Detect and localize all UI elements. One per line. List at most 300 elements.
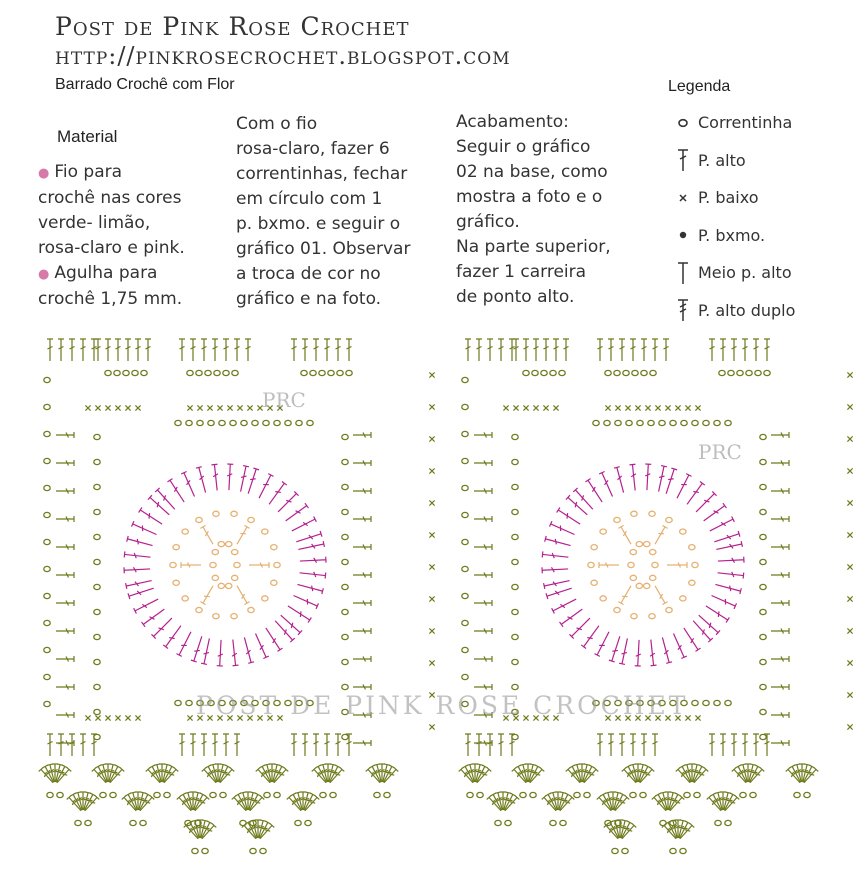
chain-stitch [694,792,700,797]
double-crochet-stitch [474,516,492,522]
stitch-stroke [325,764,331,782]
single-crochet-stitch [429,532,434,537]
stitch-stroke [155,488,177,511]
stitch-stroke [353,516,371,522]
chain-stitch [764,370,770,375]
stitch-stroke [771,488,789,494]
double-crochet-stitch [619,638,630,665]
double-crochet-stitch [346,339,352,361]
chain-stitch [94,534,100,539]
chain-stitch [574,792,580,797]
stitch-stroke [56,628,74,634]
double-crochet-stitch [702,503,727,523]
chain-stitch [374,792,380,797]
double-crochet-stitch [618,525,633,545]
stitch-stroke [710,593,736,609]
stitch-stroke [742,339,748,361]
chain-stitch [495,820,501,825]
double-crochet-stitch [80,734,86,756]
double-crochet-stitch [379,764,385,782]
double-crochet-stitch [487,339,493,361]
stitch-stroke [764,339,770,361]
double-crochet-stitch [139,507,164,526]
stitch-stroke [771,516,789,522]
chain-stitch [182,596,188,601]
double-crochet-stitch [498,734,504,756]
double-crochet-stitch [610,792,616,810]
finishing-line: gráfico. [456,212,520,232]
scalloped-edging [39,764,819,854]
stitch-stroke [200,584,215,604]
chain-stitch [44,485,50,490]
watermark-blog-name: POST DE PINK ROSE CROCHET [196,691,689,720]
stitch-stroke [226,464,233,490]
double-crochet-stitch [630,339,636,361]
stitch-stroke [543,339,549,361]
slip-stitch-icon [668,230,698,240]
single-crochet-stitch [429,660,434,665]
pattern-title: Barrado Crochê com Flor [55,76,235,93]
chain-stitch [649,614,655,619]
double-crochet-stitch [105,339,111,361]
double-crochet-stitch [353,656,371,662]
stitch-stroke [353,600,371,606]
single-crochet-stitch [429,436,434,441]
stitch-stroke [47,339,53,361]
chain-stitch [296,420,302,425]
stitch-stroke [599,472,615,498]
double-crochet-stitch [771,516,789,522]
double-crochet-stitch [652,339,658,361]
stitch-stroke [753,339,759,361]
double-crochet-stitch [681,626,700,651]
double-crochet-stitch [566,495,589,517]
chain-stitch [231,614,237,619]
double-crochet-stitch [346,734,352,756]
chain-stitch [173,545,179,550]
blog-url[interactable]: http://pinkrosecrochet.blogspot.com [55,42,511,70]
stitch-stroke [697,613,720,635]
chain-stitch [342,434,348,439]
material-line: ● Fio para [38,162,123,182]
double-crochet-stitch [544,578,571,589]
double-crochet-stitch [618,584,633,604]
stitch-stroke [132,521,158,537]
double-crochet-stitch [718,557,744,564]
crochet-chart [0,325,853,879]
stitch-stroke [167,479,186,504]
legend-item: Correntinha [668,104,795,142]
chain-stitch [220,792,226,797]
double-crochet-stitch [297,582,324,595]
instruction-line: correntinhas, fechar [236,164,408,184]
single-crochet-stitch [125,715,130,720]
chain-stitch [94,609,100,614]
single-crochet-stitch [217,405,222,410]
instruction-line: rosa-claro, fazer 6 [236,139,390,159]
stitch-stroke [353,684,371,690]
stitch-stroke [513,339,519,361]
single-crochet-stitch [105,715,110,720]
chain-stitch [760,459,766,464]
chain-stitch [342,634,348,639]
double-crochet-stitch [245,792,251,810]
chain-stitch [94,734,100,739]
chain-stitch [630,549,636,554]
double-crochet-stitch [56,544,74,550]
single-crochet-stitch [187,405,192,410]
stitch-stroke [771,600,789,606]
double-crochet-stitch [179,339,185,361]
chain-stitch [760,509,766,514]
double-crochet-stitch [771,712,789,718]
double-crochet-stitch [771,600,789,606]
stitch-stroke [619,638,630,665]
stitch-stroke [159,764,165,782]
double-crochet-stitch [498,339,504,361]
stitch-stroke [217,640,224,666]
stitch-stroke [635,764,641,782]
material-line: verde- limão, [38,213,151,233]
chain-stitch [85,820,91,825]
chain-stitch [523,370,529,375]
single-crochet-stitch [847,692,852,697]
stitch-stroke [56,516,74,522]
stitch-stroke [465,339,471,361]
single-crochet-stitch [847,532,852,537]
chain-stitch [462,674,468,679]
double-crochet-stitch [708,516,734,533]
stitch-stroke [498,734,504,756]
stitch-stroke [124,566,150,573]
stitch-stroke [799,764,805,782]
double-crochet-stitch [56,488,74,494]
chain-stitch [462,566,468,571]
double-crochet-stitch [665,792,671,810]
double-crochet-stitch [190,734,196,756]
double-crochet-stitch [557,507,582,526]
single-crochet-stitch [645,405,650,410]
double-crochet-stitch [474,684,492,690]
single-crochet-stitch [847,436,852,441]
double-crochet-stitch [546,585,573,599]
double-crochet-stitch [509,339,515,361]
chain-stitch [692,700,698,705]
double-crochet-stitch [291,734,297,756]
double-crochet-stitch [619,734,625,756]
chain-stitch [197,420,203,425]
chain-stitch [684,792,690,797]
stitch-stroke [771,432,789,438]
chain-stitch [462,539,468,544]
stitch-stroke [652,525,667,545]
stitch-stroke [190,792,196,810]
double-crochet-stitch [286,603,311,622]
stitch-stroke [660,637,673,664]
chain-stitch [260,848,266,853]
stitch-stroke [630,734,636,756]
stitch-stroke [56,600,74,606]
legend-item: P. bxmo. [668,217,795,255]
stitch-stroke [465,734,471,756]
stitch-stroke [474,656,492,662]
stitch-stroke [585,479,604,504]
chain-stitch [110,792,116,797]
double-crochet-stitch [212,339,218,361]
stitch-stroke [474,488,492,494]
stitch-stroke [542,566,568,573]
single-crochet-stitch [429,404,434,409]
stitch-stroke [641,339,647,361]
double-crochet-stitch [353,600,371,606]
chain-stitch [628,562,634,567]
stitch-stroke [566,495,589,517]
stitch-stroke [771,740,789,746]
stitch-stroke [472,764,478,782]
chain-stitch [714,700,720,705]
stitch-stroke [509,339,515,361]
chain-stitch [212,575,218,580]
stitch-stroke [542,551,568,560]
single-crochet-stitch [655,405,660,410]
chain-stitch [105,370,111,375]
instruction-line: p. bxmo. e seguir o [236,214,401,234]
stitch-stroke [201,339,207,361]
double-crochet-stitch [353,488,371,494]
double-crochet-stitch [215,764,221,782]
chain-stitch [680,848,686,853]
stitch-stroke [715,582,742,595]
stitch-stroke [764,734,770,756]
watermark-prc-right: PRC [698,440,742,464]
legend-item: P. alto duplo [668,292,795,330]
chain-stitch [622,848,628,853]
chain-stitch [205,370,211,375]
double-crochet-stitch [674,474,691,500]
instruction-line: em círculo com 1 [236,189,383,209]
chain-stitch [644,541,650,546]
chain-stitch [648,420,654,425]
chain-stitch [680,596,686,601]
instruction-line: a troca de cor no [236,264,381,284]
stitch-stroke [91,734,97,756]
chain-stitch [342,684,348,689]
chain-stitch [187,370,193,375]
stitch-stroke [525,764,531,782]
double-crochet-stitch [465,734,471,756]
double-crochet-stitch [509,734,515,756]
stitch-stroke [663,339,669,361]
double-crochet-stitch [276,491,299,514]
double-crochet-stitch [324,734,330,756]
chain-stitch [615,420,621,425]
double-crochet-stitch [671,632,687,658]
double-crochet-stitch [190,792,196,810]
single-crochet-stitch [685,405,690,410]
chain-stitch [114,370,120,375]
chain-stitch [44,431,50,436]
chain-stitch [186,420,192,425]
chain-stitch [196,607,202,612]
chain-stitch [623,370,629,375]
chain-stitch [746,370,752,375]
double-crochet-stitch [573,488,595,511]
chain-stitch [310,370,316,375]
stitch-stroke [56,684,74,690]
chain-stitch [57,792,63,797]
watermark-prc-left: PRC [262,388,306,412]
chain-stitch [248,517,254,522]
stitch-stroke [291,734,297,756]
chain-stitch [342,509,348,514]
double-crochet-stitch [302,339,308,361]
double-crochet-stitch [324,339,330,361]
double-crochet-stitch [523,339,529,361]
chain-stitch [175,700,181,705]
double-crochet-stitch [201,734,207,756]
stitch-stroke [476,339,482,361]
chain-stitch [462,377,468,382]
stitch-stroke [573,488,595,511]
stitch-stroke [619,339,625,361]
stitch-stroke [234,584,249,604]
stitch-stroke [58,339,64,361]
chain-stitch [154,792,160,797]
chain-stitch [760,684,766,689]
chain-stitch [631,614,637,619]
double-crochet-stitch [731,734,737,756]
stitch-stroke [579,764,585,782]
chain-stitch [512,509,518,514]
double-crochet-stitch [47,339,53,361]
stitch-stroke [290,516,316,533]
chain-stitch [520,792,526,797]
chain-stitch [213,614,219,619]
chain-stitch [94,434,100,439]
stitch-stroke [56,656,74,662]
chain-stitch [703,700,709,705]
stitch-stroke [142,607,167,627]
double-crochet-stitch [753,734,759,756]
stitch-stroke [335,339,341,361]
stitch-stroke [702,503,727,523]
double-crochet-stitch [635,764,641,782]
chain-stitch [250,848,256,853]
stitch-stroke [498,339,504,361]
chain-stitch [182,529,188,534]
double-crochet-stitch [299,570,325,579]
stitch-stroke [656,466,667,493]
chain-stitch [584,792,590,797]
chain-stitch [94,634,100,639]
single-crochet-stitch [95,405,100,410]
stitch-stroke [145,339,151,361]
chain-stitch [252,420,258,425]
stitch-stroke [95,339,101,361]
chain-stitch [614,370,620,375]
single-crochet-stitch [115,405,120,410]
chain-stitch [170,562,176,567]
legend-title: Legenda [668,78,731,95]
chain-stitch [44,593,50,598]
double-crochet-stitch [263,626,282,651]
stitch-stroke [608,339,614,361]
chain-stitch [44,404,50,409]
chain-stitch [593,420,599,425]
single-crochet-stitch [429,564,434,569]
chain-stitch [760,634,766,639]
chain-stitch [650,549,656,554]
single-crochet-stitch [847,596,852,601]
stitch-stroke [379,764,385,782]
double-crochet-stitch [764,339,770,361]
chain-stitch [44,566,50,571]
chain-stitch [44,701,50,706]
single-crochet-stitch [523,405,528,410]
bullet-icon: ● [38,166,50,181]
double-crochet-stitch [163,624,183,649]
chain-stitch [44,458,50,463]
legend-item: P. alto [668,142,795,180]
chain-stitch [760,484,766,489]
double-crochet-stitch [211,464,220,490]
stitch-stroke [126,578,153,589]
double-crochet-stitch [128,585,155,599]
stitch-stroke [115,339,121,361]
stitch-stroke [56,488,74,494]
stitch-stroke [249,562,269,568]
double-crochet-stitch [720,734,726,756]
chain-stitch [140,820,146,825]
chain-stitch [692,420,698,425]
double-crochet-stitch [80,792,86,810]
double-crochet-stitch [630,734,636,756]
chain-stitch [295,820,301,825]
stitch-stroke [163,624,183,649]
stitch-stroke [127,536,154,549]
stitch-stroke [128,585,155,599]
stitch-stroke [69,339,75,361]
single-crochet-stitch [85,715,90,720]
double-crochet-stitch [196,467,209,494]
double-crochet-stitch [56,656,74,662]
chain-stitch [337,370,343,375]
stitch-stroke [353,544,371,550]
double-crochet-stitch [697,613,720,635]
chain-stitch [213,511,219,516]
stitch-stroke [263,626,282,651]
stitch-stroke [234,339,240,361]
stitch-stroke [56,572,74,578]
stitch-stroke [557,507,582,526]
double-crochet-stitch [269,764,275,782]
chain-stitch [760,734,766,739]
double-crochet-stitch [335,339,341,361]
chain-stitch [100,792,106,797]
chain-stitch [626,420,632,425]
double-crochet-stitch [234,584,249,604]
stitch-stroke [720,792,726,810]
stitch-stroke [629,464,638,490]
finishing-line: Acabamento: [456,112,569,132]
chain-stitch [659,420,665,425]
chain-stitch [196,370,202,375]
double-crochet-stitch [56,516,74,522]
chain-stitch [760,559,766,564]
stitch-stroke [771,712,789,718]
stitch-stroke [139,507,164,526]
stitch-stroke [269,764,275,782]
